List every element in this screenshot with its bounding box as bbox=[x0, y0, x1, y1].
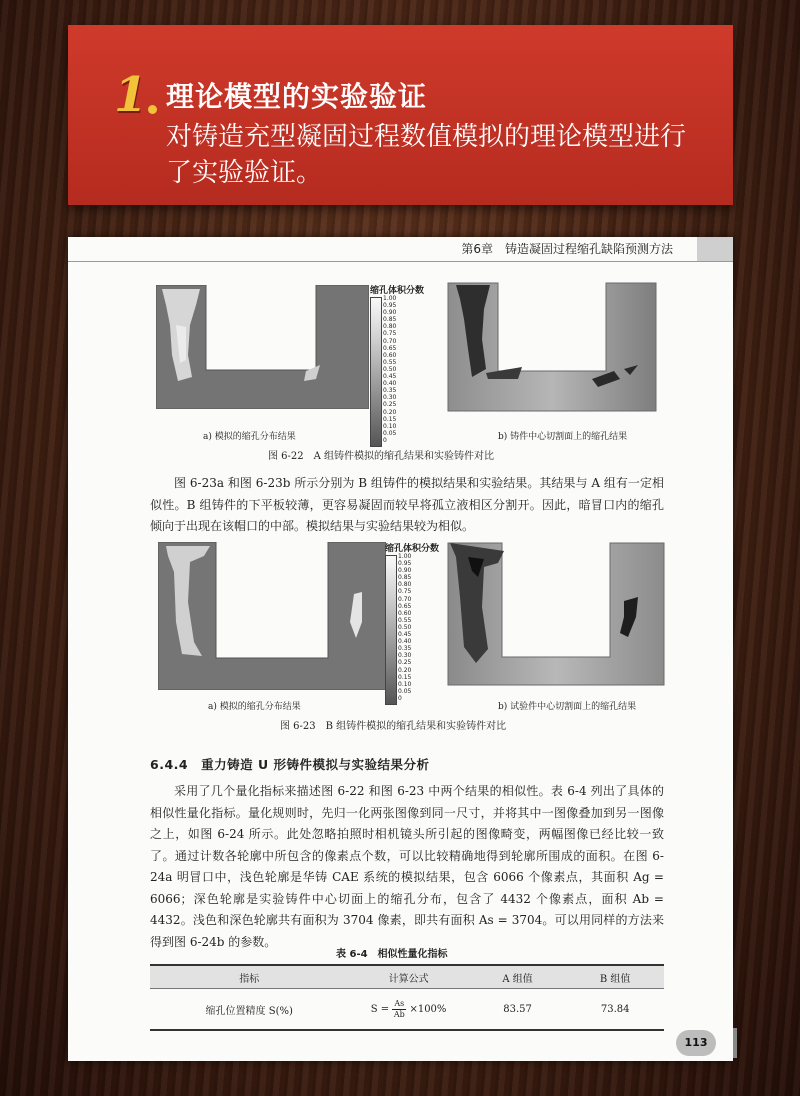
table-header: A 组值 bbox=[469, 965, 567, 989]
legend-tick-label: 0.90 bbox=[383, 309, 397, 317]
formula-numerator: As bbox=[394, 998, 405, 1008]
paragraph-1-text: 图 6-23a 和图 6-23b 所示分别为 B 组铸件的模拟结果和实验结果。其结果与 A 组有一定相似性。B 组铸件的下平板较薄，更容易凝固而较早将孤立液相区分割开。因此，暗冒口内的缩孔倾向于出现在该帽口的中部。模拟结果与实验结果较为相似。 bbox=[150, 476, 664, 533]
running-head bbox=[68, 237, 733, 262]
simulation-image-a bbox=[156, 285, 369, 409]
legend-tick-label: 0.20 bbox=[398, 666, 412, 674]
figure-caption: 图 6-23 B 组铸件模拟的缩孔结果和实验铸件对比 bbox=[280, 721, 507, 732]
legend-colorbar bbox=[385, 555, 397, 705]
b-value-cell: 73.84 bbox=[566, 989, 664, 1031]
legend-colorbar bbox=[370, 297, 382, 447]
legend-tick-label: 1.00 bbox=[383, 295, 397, 302]
legend-tick-label: 0.50 bbox=[383, 365, 397, 373]
legend-tick-label: 0.30 bbox=[383, 394, 397, 402]
legend-tick-label: 0.30 bbox=[398, 652, 412, 660]
legend-tick-label: 0.15 bbox=[398, 673, 412, 681]
running-head-tab bbox=[697, 237, 733, 261]
paragraph-2 bbox=[150, 781, 664, 953]
legend-tick-label: 0.35 bbox=[383, 387, 397, 395]
legend-tick-label: 0.85 bbox=[398, 574, 412, 582]
formula-rhs: ×100% bbox=[409, 1003, 447, 1015]
metric-cell: 缩孔位置精度 S(%) bbox=[150, 989, 348, 1031]
photo-6-23 bbox=[444, 537, 666, 687]
legend-tick-label: 0.60 bbox=[383, 351, 397, 359]
paragraph-1 bbox=[150, 473, 664, 538]
section-description: 对铸造充型凝固过程数值模拟的理论模型进行了实验验证。 bbox=[166, 122, 687, 188]
formula-denominator: Ab bbox=[393, 1009, 405, 1019]
legend-tick-label: 0.05 bbox=[398, 687, 412, 695]
legend-tick-label: 0.80 bbox=[398, 581, 412, 589]
similarity-table bbox=[150, 964, 664, 1031]
table-header-row bbox=[150, 965, 664, 989]
running-head-text: 第6章 铸造凝固过程缩孔缺陷预测方法 bbox=[461, 242, 673, 256]
legend-tick-label: 0.60 bbox=[398, 609, 412, 617]
subcaption-a: a) 模拟的缩孔分布结果 bbox=[208, 702, 301, 712]
book-page bbox=[68, 237, 733, 1061]
legend-tick-label: 0.05 bbox=[383, 429, 397, 437]
section-number: 1 bbox=[114, 67, 148, 123]
legend-tick-label: 0 bbox=[383, 436, 387, 444]
legend-tick-label: 0.95 bbox=[398, 560, 412, 568]
paragraph-2-text: 采用了几个量化指标来描述图 6-22 和图 6-23 中两个结果的相似性。表 6-4 列出了具体的相似性量化指标。量化规则时，先归一化两张图像到同一尺寸，并将其中一图像叠加到另一图像之上，如图 6-24 所示。此处忽略拍照时相机镜头所引起的图像畸变，两幅图像已经比较一致了。通过计数各轮廓中所包含的像素点个数，可以比较精确地得到轮廓所围成的面积。在图 6-24a 明冒口中，浅色轮廓是华铸 CAE 系统的模拟结果，包含 6066 个像素点，其面积 Ag = 6066；深色轮廓是实验铸件中心切面上的缩孔分布，包含了 4432 个像素点，面积 Ab = 4432。浅色和深色轮廓共有面积为 3704 像素，即共有面积 As = 3704。可以用同样的方法来得到图 6-24b 的参数。 bbox=[150, 784, 664, 949]
legend-tick-label: 0.80 bbox=[383, 323, 397, 331]
legend-tick-label: 0.85 bbox=[383, 316, 397, 324]
legend-tick-label: 0.65 bbox=[398, 602, 412, 610]
section-number-dot bbox=[148, 105, 157, 114]
legend-tick-label: 0.75 bbox=[383, 330, 397, 338]
legend-tick-label: 0 bbox=[398, 694, 402, 702]
table-row bbox=[150, 989, 664, 1031]
legend-title: 缩孔体积分数 bbox=[385, 544, 440, 554]
simulation-image-a bbox=[158, 542, 386, 690]
legend-ticks bbox=[383, 295, 396, 444]
legend-tick-label: 0.75 bbox=[398, 588, 412, 596]
figure-caption: 图 6-22 A 组铸件模拟的缩孔结果和实验铸件对比 bbox=[268, 451, 495, 462]
legend-tick-label: 0.45 bbox=[383, 373, 397, 381]
legend-tick-label: 0.40 bbox=[398, 638, 412, 646]
legend-tick-label: 0.15 bbox=[383, 415, 397, 423]
a-value-cell: 83.57 bbox=[469, 989, 567, 1031]
table-header: B 组值 bbox=[566, 965, 664, 989]
legend-tick-label: 0.55 bbox=[383, 358, 397, 366]
legend-tick-label: 0.95 bbox=[383, 302, 397, 310]
page-edge-strip bbox=[733, 1028, 737, 1058]
legend-tick-label: 0.10 bbox=[398, 680, 412, 688]
section-heading: 6.4.4 重力铸造 U 形铸件模拟与实验结果分析 bbox=[150, 757, 430, 772]
legend-title: 缩孔体积分数 bbox=[370, 286, 425, 296]
section-title: 理论模型的实验验证 bbox=[166, 80, 428, 113]
formula-cell bbox=[348, 989, 468, 1031]
table-caption: 表 6-4 相似性量化指标 bbox=[336, 949, 448, 960]
table-header: 计算公式 bbox=[348, 965, 468, 989]
legend-tick-label: 0.40 bbox=[383, 380, 397, 388]
legend-tick-label: 0.35 bbox=[398, 645, 412, 653]
legend-tick-label: 0.45 bbox=[398, 631, 412, 639]
subcaption-a: a) 模拟的缩孔分布结果 bbox=[203, 432, 296, 442]
subcaption-b: b) 铸件中心切割面上的缩孔结果 bbox=[498, 432, 628, 442]
formula-fraction bbox=[392, 999, 406, 1020]
photo-6-22 bbox=[442, 279, 660, 415]
legend-tick-label: 0.55 bbox=[398, 616, 412, 624]
legend-ticks bbox=[398, 553, 411, 702]
legend-tick-label: 0.25 bbox=[383, 401, 397, 409]
legend-tick-label: 0.70 bbox=[383, 337, 397, 345]
legend-tick-label: 0.25 bbox=[398, 659, 412, 667]
legend-tick-label: 0.65 bbox=[383, 344, 397, 352]
formula-lhs: S = bbox=[370, 1003, 390, 1015]
table-header: 指标 bbox=[150, 965, 348, 989]
legend-tick-label: 0.70 bbox=[398, 595, 412, 603]
legend-tick-label: 0.10 bbox=[383, 422, 397, 430]
legend-tick-label: 0.20 bbox=[383, 408, 397, 416]
page-number: 113 bbox=[676, 1030, 716, 1056]
section-banner bbox=[68, 25, 733, 205]
legend-tick-label: 1.00 bbox=[398, 553, 412, 560]
subcaption-b: b) 试验件中心切割面上的缩孔结果 bbox=[498, 702, 637, 712]
legend-tick-label: 0.90 bbox=[398, 567, 412, 575]
legend-tick-label: 0.50 bbox=[398, 623, 412, 631]
